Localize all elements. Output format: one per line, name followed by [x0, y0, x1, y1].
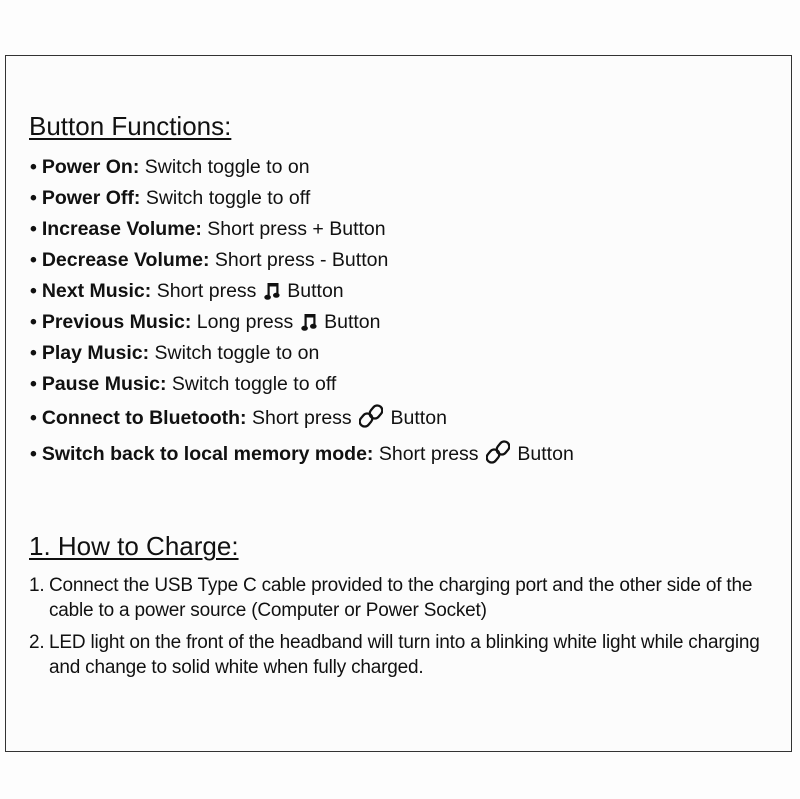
function-text: Switch toggle to on [144, 156, 310, 178]
function-text: Switch toggle to off [145, 187, 311, 209]
button-functions-heading: Button Functions: [29, 111, 232, 141]
function-label: Switch back to local memory mode: [41, 443, 374, 465]
button-functions-list [30, 152, 574, 472]
function-label: Connect to Bluetooth: [41, 407, 247, 429]
function-label: Increase Volume: [41, 218, 202, 240]
list-item [30, 183, 574, 214]
step-text: Connect the USB Type C cable provided to the charging port and the other side of the cable to a power source (Computer or Power Socket) [49, 575, 753, 621]
function-label: Pause Music: [41, 373, 167, 395]
function-text: Short press - Button [214, 249, 389, 271]
function-text-suffix: Button [390, 407, 447, 429]
function-label: Next Music: [41, 280, 152, 302]
bullet: • [30, 280, 37, 302]
function-text: Switch toggle to on [154, 342, 320, 364]
function-text-suffix: Button [287, 280, 344, 302]
list-item [30, 245, 574, 276]
function-text-suffix: Button [324, 311, 381, 333]
list-item [30, 276, 574, 307]
bullet: • [30, 311, 37, 333]
function-label: Power On: [41, 156, 140, 178]
step-number: 2. [29, 632, 45, 653]
list-item [30, 369, 574, 400]
list-item [30, 152, 574, 183]
function-text: Long press [196, 311, 294, 333]
function-label: Play Music: [41, 342, 150, 364]
bullet: • [30, 187, 37, 209]
function-label: Power Off: [41, 187, 141, 209]
function-label: Previous Music: [41, 311, 192, 333]
bullet: • [30, 156, 37, 178]
list-item [30, 400, 574, 436]
function-label: Decrease Volume: [41, 249, 210, 271]
function-text: Short press [251, 407, 352, 429]
how-to-charge-heading: 1. How to Charge: [29, 531, 239, 561]
link-icon [359, 404, 383, 440]
bullet: • [30, 342, 37, 364]
function-text: Short press [156, 280, 257, 302]
list-item [29, 630, 769, 680]
bullet: • [30, 407, 37, 429]
list-item [30, 307, 574, 338]
function-text: Short press [378, 443, 479, 465]
bullet: • [30, 218, 37, 240]
function-text: Short press + Button [207, 218, 386, 240]
bullet: • [30, 373, 37, 395]
function-text-suffix: Button [517, 443, 574, 465]
link-icon [486, 440, 510, 476]
list-item [30, 214, 574, 245]
bullet: • [30, 249, 37, 271]
charging-steps-list [29, 573, 769, 687]
list-item [30, 338, 574, 369]
bullet: • [30, 443, 37, 465]
list-item [30, 436, 574, 472]
step-number: 1. [29, 575, 45, 596]
list-item [29, 573, 769, 623]
function-text: Switch toggle to off [171, 373, 337, 395]
step-text: LED light on the front of the headband will turn into a blinking white light while charging and change to solid white when fully charged. [49, 632, 760, 678]
